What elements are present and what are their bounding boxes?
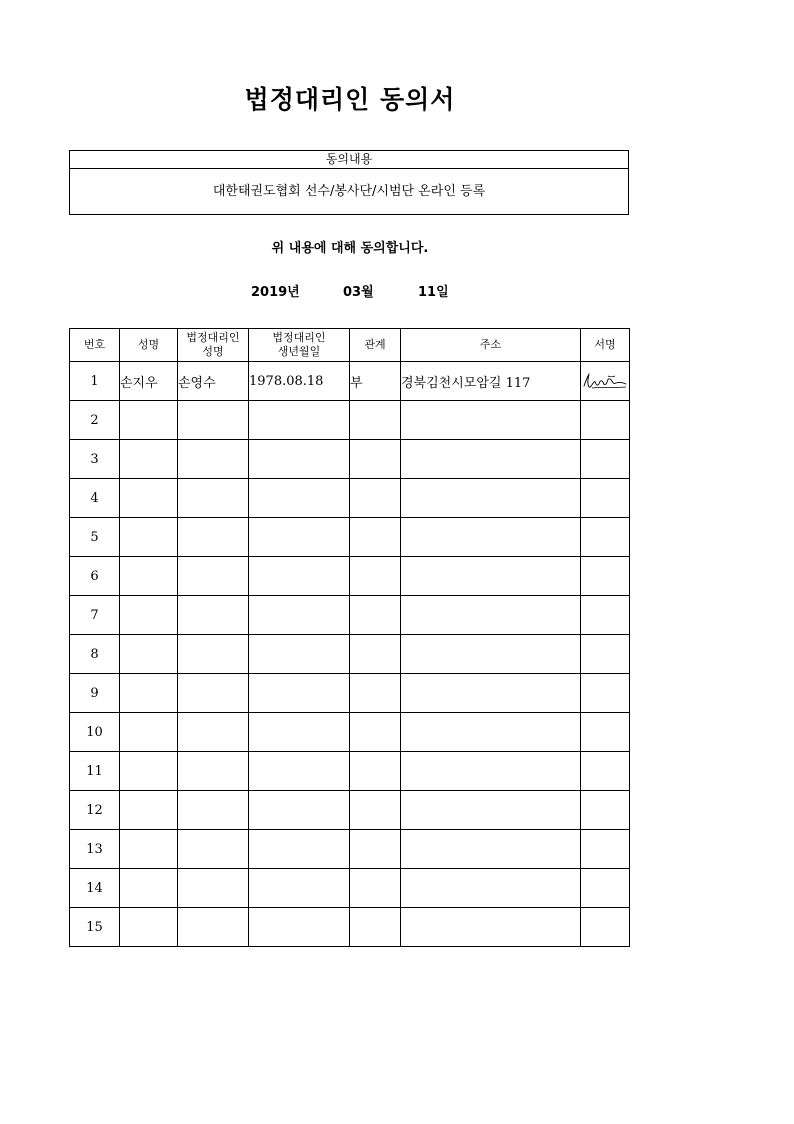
row-address — [401, 791, 581, 830]
row-signature — [581, 869, 630, 908]
header-guardian-birth-line2: 생년월일 — [277, 345, 321, 358]
row-name — [120, 557, 178, 596]
row-number: 12 — [70, 791, 120, 830]
table-row — [70, 479, 630, 518]
row-relation: 부 — [350, 362, 401, 401]
header-guardian-name-line2: 성명 — [202, 345, 224, 358]
row-relation — [350, 713, 401, 752]
row-address — [401, 908, 581, 947]
row-name — [120, 440, 178, 479]
row-address — [401, 401, 581, 440]
table-header-row — [70, 329, 630, 362]
date-day: 11일 — [418, 285, 449, 300]
row-guardian-name — [178, 401, 249, 440]
consent-section — [69, 150, 629, 215]
row-relation — [350, 518, 401, 557]
row-number: 11 — [70, 752, 120, 791]
row-name — [120, 674, 178, 713]
row-address — [401, 440, 581, 479]
table-row — [70, 518, 630, 557]
row-guardian-name — [178, 752, 249, 791]
row-name — [120, 518, 178, 557]
row-address — [401, 869, 581, 908]
row-address — [401, 674, 581, 713]
row-number: 7 — [70, 596, 120, 635]
row-signature — [581, 791, 630, 830]
row-signature — [581, 557, 630, 596]
row-address — [401, 830, 581, 869]
table-row — [70, 401, 630, 440]
row-number: 1 — [70, 362, 120, 401]
row-relation — [350, 401, 401, 440]
row-signature — [581, 713, 630, 752]
header-guardian-birth — [249, 329, 350, 362]
table-row — [70, 557, 630, 596]
row-signature — [581, 674, 630, 713]
row-number: 3 — [70, 440, 120, 479]
row-number: 13 — [70, 830, 120, 869]
row-guardian-birth — [249, 596, 350, 635]
row-number: 8 — [70, 635, 120, 674]
row-name — [120, 830, 178, 869]
row-number: 9 — [70, 674, 120, 713]
row-number: 2 — [70, 401, 120, 440]
row-guardian-birth — [249, 479, 350, 518]
row-guardian-name — [178, 908, 249, 947]
table-row — [70, 752, 630, 791]
row-address — [401, 713, 581, 752]
row-address — [401, 635, 581, 674]
row-relation — [350, 596, 401, 635]
row-guardian-birth — [249, 518, 350, 557]
table-row — [70, 869, 630, 908]
table-row — [70, 440, 630, 479]
row-relation — [350, 674, 401, 713]
row-relation — [350, 752, 401, 791]
row-guardian-name — [178, 869, 249, 908]
row-name — [120, 401, 178, 440]
row-relation — [350, 557, 401, 596]
table-row — [70, 908, 630, 947]
row-name — [120, 908, 178, 947]
row-signature — [581, 479, 630, 518]
row-guardian-name — [178, 791, 249, 830]
consent-header: 동의내용 — [70, 151, 628, 169]
row-signature — [581, 518, 630, 557]
row-relation — [350, 830, 401, 869]
consent-content: 대한태권도협회 선수/봉사단/시범단 온라인 등록 — [212, 184, 486, 199]
row-name — [120, 596, 178, 635]
row-number: 4 — [70, 479, 120, 518]
row-guardian-name — [178, 830, 249, 869]
row-guardian-name — [178, 674, 249, 713]
row-number: 15 — [70, 908, 120, 947]
header-number: 번호 — [70, 329, 120, 362]
row-guardian-birth — [249, 908, 350, 947]
row-name — [120, 752, 178, 791]
table-body — [70, 362, 630, 947]
row-signature — [581, 401, 630, 440]
table-row — [70, 713, 630, 752]
table-row — [70, 674, 630, 713]
date-year: 2019년 — [251, 285, 300, 300]
row-guardian-birth — [249, 635, 350, 674]
table-row — [70, 362, 630, 401]
row-number: 14 — [70, 869, 120, 908]
header-relation: 관계 — [350, 329, 401, 362]
handwritten-signature-icon — [582, 370, 628, 392]
table-row — [70, 635, 630, 674]
row-relation — [350, 908, 401, 947]
row-address — [401, 596, 581, 635]
guardian-table — [69, 328, 630, 947]
row-relation — [350, 440, 401, 479]
row-number: 5 — [70, 518, 120, 557]
row-signature — [581, 908, 630, 947]
row-guardian-name: 손영수 — [178, 362, 249, 401]
agreement-statement: 위 내용에 대해 동의합니다. — [271, 241, 429, 256]
table-row — [70, 830, 630, 869]
row-relation — [350, 791, 401, 830]
row-guardian-birth — [249, 401, 350, 440]
row-guardian-birth: 1978.08.18 — [249, 362, 350, 401]
row-name — [120, 635, 178, 674]
header-guardian-birth-line1: 법정대리인 — [272, 331, 326, 344]
table-row — [70, 596, 630, 635]
row-address — [401, 479, 581, 518]
row-guardian-birth — [249, 830, 350, 869]
row-name — [120, 869, 178, 908]
row-address — [401, 557, 581, 596]
row-guardian-birth — [249, 440, 350, 479]
row-guardian-birth — [249, 557, 350, 596]
row-guardian-name — [178, 479, 249, 518]
document-title: 법정대리인 동의서 — [244, 85, 456, 114]
row-guardian-birth — [249, 674, 350, 713]
row-guardian-birth — [249, 752, 350, 791]
table-row — [70, 791, 630, 830]
row-relation — [350, 479, 401, 518]
row-name — [120, 713, 178, 752]
row-address — [401, 752, 581, 791]
row-address: 경북김천시모암길 117 — [401, 362, 581, 401]
row-guardian-birth — [249, 791, 350, 830]
row-number: 10 — [70, 713, 120, 752]
row-relation — [350, 635, 401, 674]
row-name: 손지우 — [120, 362, 178, 401]
row-guardian-name — [178, 557, 249, 596]
date-month: 03월 — [343, 285, 374, 300]
row-number: 6 — [70, 557, 120, 596]
header-guardian-name-line1: 법정대리인 — [186, 331, 240, 344]
row-guardian-birth — [249, 869, 350, 908]
row-guardian-name — [178, 596, 249, 635]
row-guardian-birth — [249, 713, 350, 752]
row-guardian-name — [178, 440, 249, 479]
row-guardian-name — [178, 635, 249, 674]
row-signature — [581, 635, 630, 674]
header-guardian-name — [178, 329, 249, 362]
header-signature: 서명 — [581, 329, 630, 362]
row-signature — [581, 752, 630, 791]
row-guardian-name — [178, 713, 249, 752]
row-signature — [581, 830, 630, 869]
row-signature — [581, 440, 630, 479]
row-signature — [581, 362, 630, 401]
row-address — [401, 518, 581, 557]
row-relation — [350, 869, 401, 908]
row-signature — [581, 596, 630, 635]
header-address: 주소 — [401, 329, 581, 362]
header-name: 성명 — [120, 329, 178, 362]
row-guardian-name — [178, 518, 249, 557]
row-name — [120, 479, 178, 518]
row-name — [120, 791, 178, 830]
